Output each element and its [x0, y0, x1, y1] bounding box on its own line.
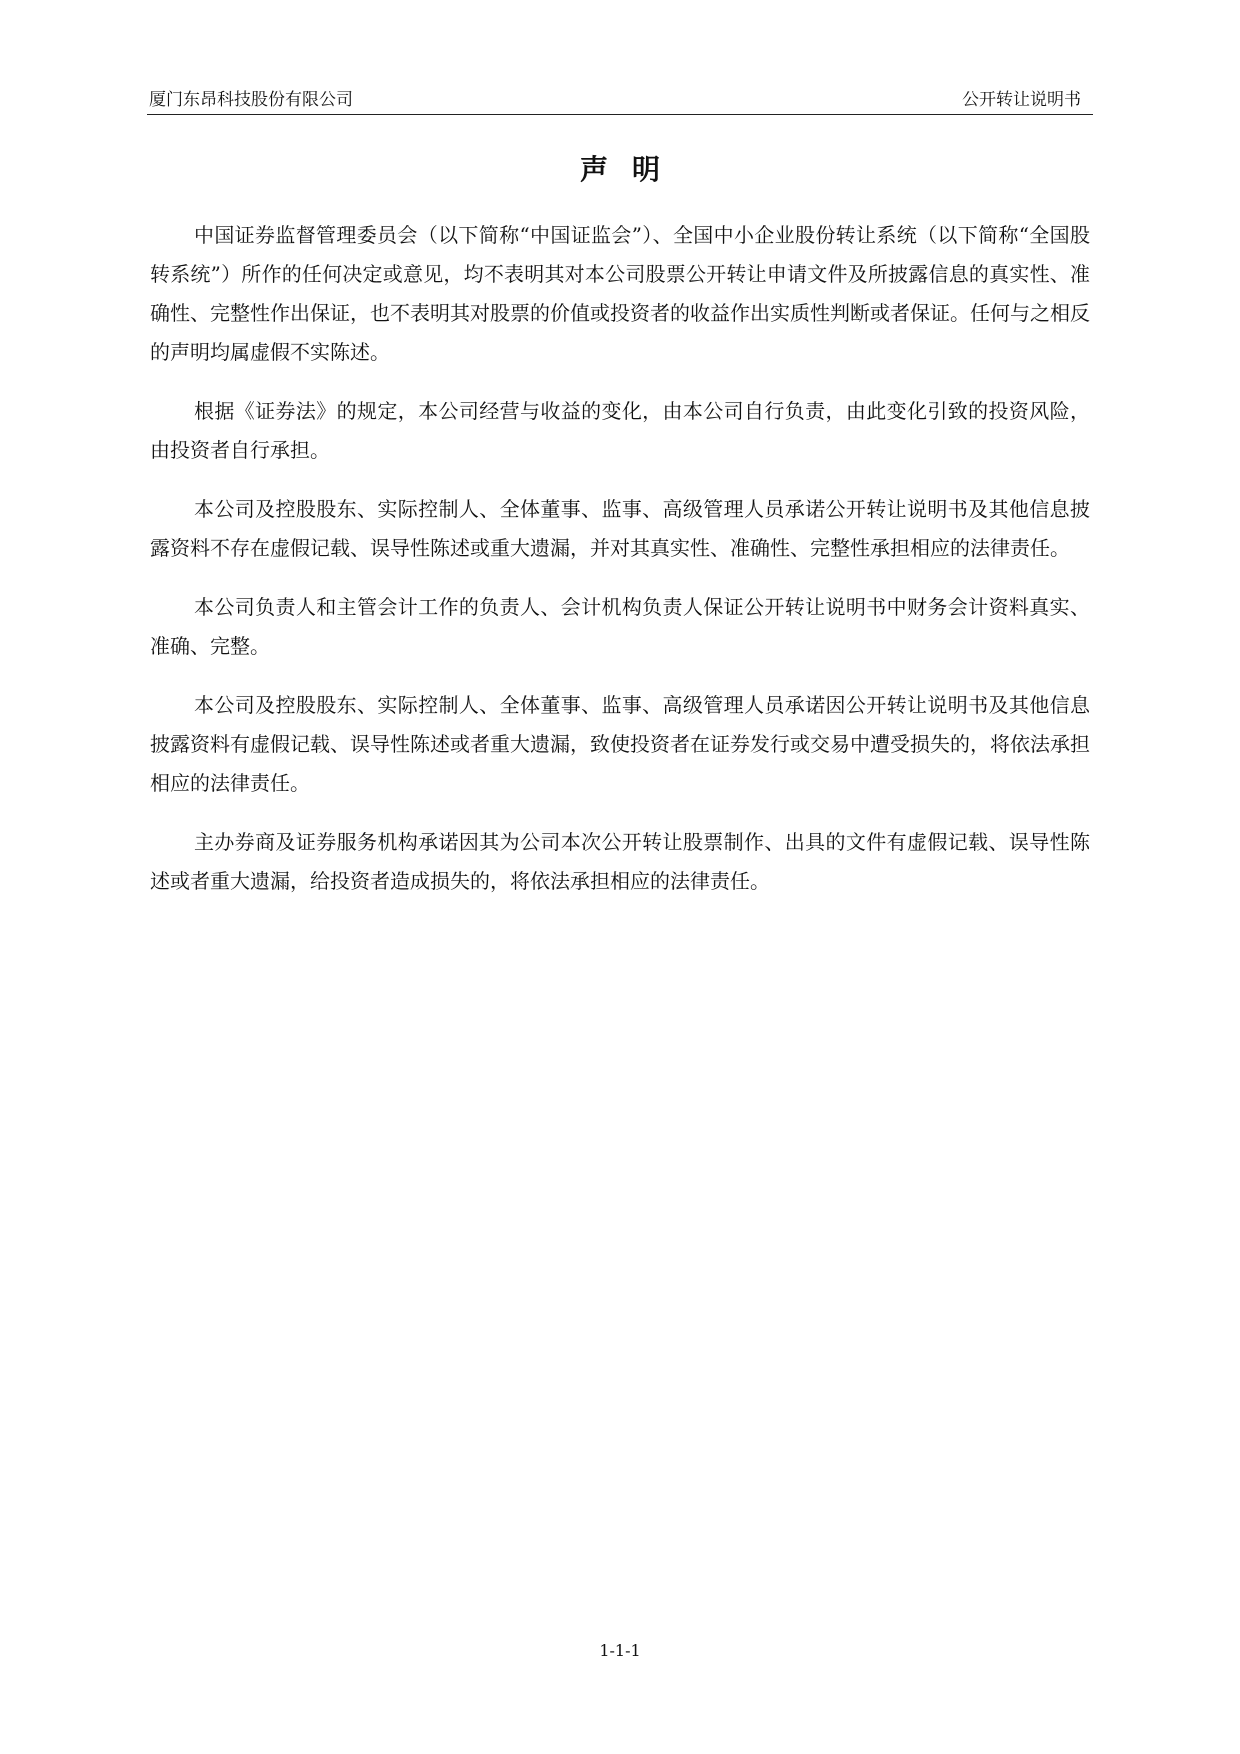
- page-number: 1-1-1: [599, 1641, 641, 1660]
- paragraph-csrc-disclaimer: 中国证券监督管理委员会（以下简称“中国证监会”）、全国中小企业股份转让系统（以下简称“全国股转系统”）所作的任何决定或意见，均不表明其对本公司股票公开转让申请文件及所披露信息的真实性、准确性、完整性作出保证，也不表明其对股票的价值或投资者的收益作出实质性判断或者保证。任何与之相反的声明均属虚假不实陈述。: [150, 223, 1090, 364]
- page-title: 声明: [579, 153, 684, 186]
- page-header: [147, 88, 1093, 115]
- paragraph-broker-commitment: 主办券商及证券服务机构承诺因其为公司本次公开转让股票制作、出具的文件有虚假记载、误导性陈述或者重大遗漏，给投资者造成损失的，将依法承担相应的法律责任。: [150, 830, 1090, 893]
- declaration-body: [150, 216, 1090, 921]
- header-document-type: 公开转让说明书: [962, 90, 1081, 110]
- paragraph-liability-commitment: 本公司及控股股东、实际控制人、全体董事、监事、高级管理人员承诺因公开转让说明书及其他信息披露资料有虚假记载、误导性陈述或者重大遗漏，致使投资者在证券发行或交易中遭受损失的，将依法承担相应的法律责任。: [150, 693, 1090, 795]
- paragraph-securities-law: 根据《证券法》的规定，本公司经营与收益的变化，由本公司自行负责，由此变化引致的投资风险，由投资者自行承担。: [150, 399, 1090, 462]
- paragraph-disclosure-commitment: 本公司及控股股东、实际控制人、全体董事、监事、高级管理人员承诺公开转让说明书及其他信息披露资料不存在虚假记载、误导性陈述或重大遗漏，并对其真实性、准确性、完整性承担相应的法律责任。: [150, 497, 1090, 560]
- paragraph-financial-guarantee: 本公司负责人和主管会计工作的负责人、会计机构负责人保证公开转让说明书中财务会计资料真实、准确、完整。: [150, 595, 1090, 658]
- header-company-name: 厦门东昂科技股份有限公司: [149, 90, 353, 110]
